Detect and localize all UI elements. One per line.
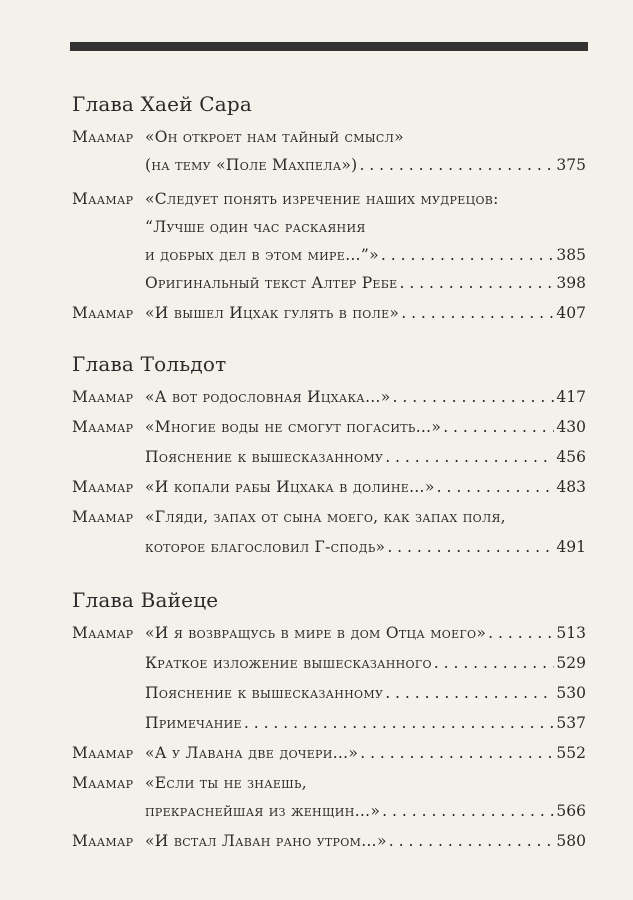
entry-page: 566 xyxy=(556,802,586,820)
toc-entry xyxy=(72,270,586,296)
entry-title: «И копали рабы Ицхака в долине…» xyxy=(145,478,435,496)
toc-entry xyxy=(72,534,586,560)
entry-page: 580 xyxy=(556,832,586,850)
entry-page: 398 xyxy=(556,274,586,292)
entry-page: 483 xyxy=(556,478,586,496)
leader-dots xyxy=(488,620,554,646)
entry-title: “Лучше один час раскаяния xyxy=(145,218,366,236)
entry-title: «Если ты не знаешь, xyxy=(145,774,307,792)
entry-lead: Маамар xyxy=(72,744,134,762)
toc-entry xyxy=(72,828,586,854)
entry-title: «И вышел Ицхак гулять в поле» xyxy=(145,304,400,322)
entry-lead: Маамар xyxy=(72,388,134,406)
entry-title: Пояснение к вышесказанному xyxy=(145,684,384,702)
entry-page: 552 xyxy=(556,744,586,762)
entry-title: (на тему «Поле Махпела») xyxy=(145,156,358,174)
entry-page: 529 xyxy=(556,654,586,672)
leader-dots xyxy=(443,414,554,440)
toc-entry xyxy=(72,242,586,268)
section-heading: Глава Хаей Сара xyxy=(72,92,253,116)
entry-title: «Следует понять изречение наших мудрецов: xyxy=(145,190,499,208)
toc-entry xyxy=(72,620,586,646)
entry-lead: Маамар xyxy=(72,774,134,792)
entry-page: 530 xyxy=(556,684,586,702)
leader-dots xyxy=(387,534,554,560)
toc-entry xyxy=(72,414,586,440)
entry-title: «А вот родословная Ицхака…» xyxy=(145,388,391,406)
entry-title: которое благословил Г-сподь» xyxy=(145,538,386,556)
entry-lead: Маамар xyxy=(72,418,134,436)
entry-page: 513 xyxy=(556,624,586,642)
leader-dots xyxy=(382,798,554,824)
leader-dots xyxy=(359,152,554,178)
entry-title: Пояснение к вышесказанному xyxy=(145,448,384,466)
entry-lead: Маамар xyxy=(72,832,134,850)
toc-entry xyxy=(72,504,586,530)
leader-dots xyxy=(360,740,554,766)
leader-dots xyxy=(437,474,555,500)
toc-entry xyxy=(72,474,586,500)
entry-lead: Маамар xyxy=(72,508,134,526)
entry-lead: Маамар xyxy=(72,128,134,146)
entry-title: «А у Лавана две дочери…» xyxy=(145,744,359,762)
toc-entry xyxy=(72,300,586,326)
entry-page: 417 xyxy=(556,388,586,406)
toc-entry xyxy=(72,124,586,150)
toc-entry xyxy=(72,444,586,470)
entry-title: Краткое изложение вышесказанного xyxy=(145,654,432,672)
entry-title: «Гляди, запах от сына моего, как запах поля, xyxy=(145,508,506,526)
entry-title: «Многие воды не смогут погасить…» xyxy=(145,418,442,436)
entry-lead: Маамар xyxy=(72,624,134,642)
leader-dots xyxy=(401,300,554,326)
entry-lead: Маамар xyxy=(72,190,134,208)
leader-dots xyxy=(399,270,554,296)
entry-title: «И встал Лаван рано утром…» xyxy=(145,832,387,850)
entry-page: 385 xyxy=(556,246,586,264)
toc-entry xyxy=(72,650,586,676)
entry-title: и добрых дел в этом мире…”» xyxy=(145,246,379,264)
toc-entry xyxy=(72,186,586,212)
entry-lead: Маамар xyxy=(72,478,134,496)
leader-dots xyxy=(393,384,555,410)
leader-dots xyxy=(389,828,555,854)
leader-dots xyxy=(244,710,555,736)
leader-dots xyxy=(381,242,555,268)
toc-entry xyxy=(72,770,586,796)
entry-page: 537 xyxy=(556,714,586,732)
entry-title: «Он откроет нам тайный смысл» xyxy=(145,128,404,146)
toc-entry xyxy=(72,798,586,824)
section-heading: Глава Вайеце xyxy=(72,588,219,612)
entry-lead: Маамар xyxy=(72,304,134,322)
entry-title: Примечание xyxy=(145,714,242,732)
leader-dots xyxy=(385,680,554,706)
entry-page: 430 xyxy=(556,418,586,436)
toc-entry xyxy=(72,680,586,706)
toc-entry xyxy=(72,710,586,736)
section-heading: Глава Тольдот xyxy=(72,352,227,376)
entry-page: 407 xyxy=(556,304,586,322)
entry-title: «И я возвращусь в мире в дом Отца моего» xyxy=(145,624,487,642)
toc-entry xyxy=(72,384,586,410)
entry-page: 491 xyxy=(556,538,586,556)
toc-entry xyxy=(72,214,586,240)
toc-entry xyxy=(72,152,586,178)
entry-page: 456 xyxy=(556,448,586,466)
entry-title: прекраснейшая из женщин…» xyxy=(145,802,381,820)
entry-page: 375 xyxy=(556,156,586,174)
header-rule xyxy=(70,42,588,51)
toc-entry xyxy=(72,740,586,766)
leader-dots xyxy=(434,650,555,676)
leader-dots xyxy=(385,444,554,470)
entry-title: Оригинальный текст Алтер Ребе xyxy=(145,274,398,292)
